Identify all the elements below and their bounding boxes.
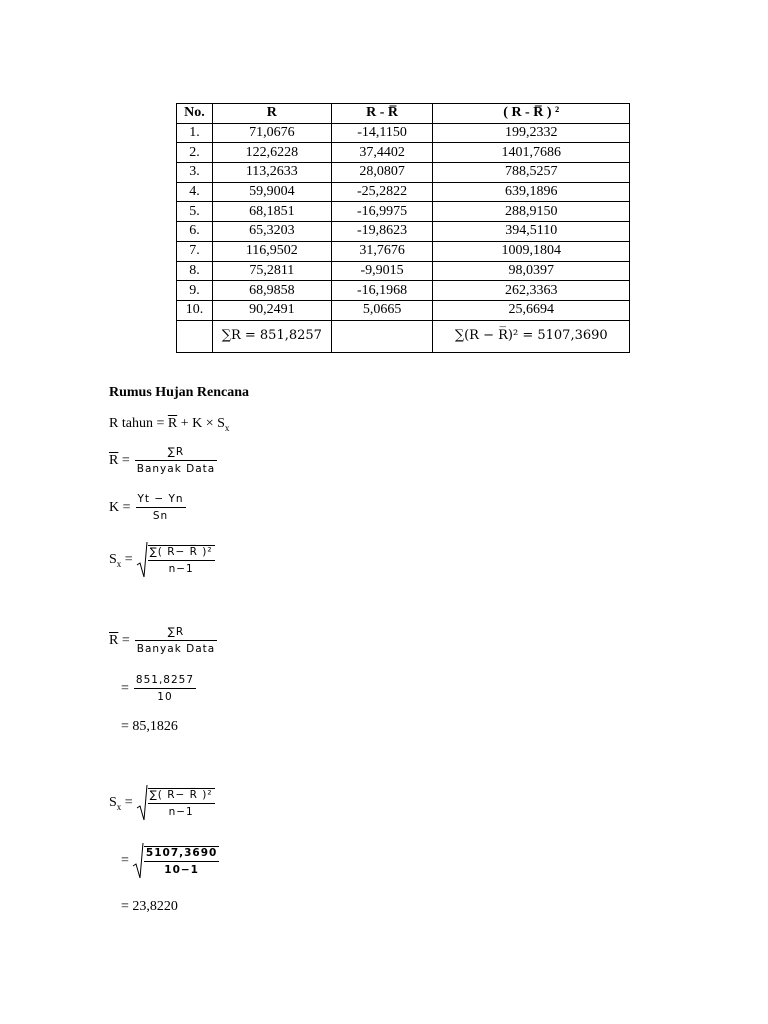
squared-deviation-cell: 98,0397: [433, 261, 630, 281]
deviation-cell: -9,9015: [331, 261, 433, 281]
rbar-calc-denominator: Banyak Data: [136, 643, 216, 655]
r-value-cell: 113,2633: [212, 163, 331, 183]
rbar-symbol: $\overline{R}$: [109, 633, 119, 648]
k-label: K =: [109, 500, 131, 515]
sx-step-numerator: 5107,3690: [144, 847, 219, 862]
row-number-cell: 2.: [177, 143, 213, 163]
squared-deviation-cell: 1009,1804: [433, 241, 630, 261]
squared-deviation-cell: 1401,7686: [433, 143, 630, 163]
rbar-step-denominator: 10: [157, 691, 173, 703]
squared-deviation-cell: 394,5110: [433, 222, 630, 242]
deviation-cell: -14,1150: [331, 123, 433, 143]
sx-calc-denominator: n−1: [168, 805, 194, 818]
squared-deviation-cell: 25,6694: [433, 300, 630, 320]
equals-sign: =: [121, 853, 129, 868]
header-no: No.: [177, 104, 213, 124]
r-value-cell: 90,2491: [212, 300, 331, 320]
r-value-cell: 71,0676: [212, 123, 331, 143]
sx-label: S: [109, 551, 117, 567]
sx-calc: [109, 784, 215, 822]
r-value-cell: 59,9004: [212, 182, 331, 202]
section-heading: Rumus Hujan Rencana: [109, 385, 250, 400]
row-number-cell: 9.: [177, 281, 213, 301]
radical-sign-icon: [136, 784, 148, 822]
sum-r-cell: ∑R = 851,8257: [212, 320, 331, 352]
radical-sign-icon: [136, 541, 148, 579]
rbar-step-fraction: [134, 674, 196, 704]
rainfall-table: [176, 103, 630, 353]
table-row: [177, 182, 630, 202]
k-numerator: Yt − Yn: [136, 493, 186, 508]
row-number-cell: 4.: [177, 182, 213, 202]
sx-label: S: [109, 794, 117, 810]
table-row: [177, 222, 630, 242]
sx-sub: x: [116, 558, 122, 569]
rbar-denominator: Banyak Data: [136, 463, 216, 475]
squared-deviation-cell: 639,1896: [433, 182, 630, 202]
deviation-cell: 31,7676: [331, 241, 433, 261]
equals-sign: =: [121, 681, 129, 696]
main-formula: [109, 416, 229, 433]
sum-empty-cell: [177, 320, 213, 352]
sx-denominator: n−1: [168, 562, 194, 575]
table-row: [177, 163, 630, 183]
rbar-fraction: [135, 446, 217, 476]
deviation-cell: 37,4402: [331, 143, 433, 163]
rbar-calc: [109, 626, 217, 656]
squared-deviation-cell: 262,3363: [433, 281, 630, 301]
table-row: [177, 143, 630, 163]
sx-calc-numerator: ∑( R− R̅ )²: [148, 789, 215, 804]
sx-step-denominator: 10−1: [164, 863, 199, 876]
r-value-cell: 65,3203: [212, 222, 331, 242]
r-value-cell: 75,2811: [212, 261, 331, 281]
sx-numerator: ∑( R− R̅ )²: [148, 546, 215, 561]
deviation-cell: 5,0665: [331, 300, 433, 320]
rbar-calc-step: [121, 674, 196, 704]
r-value-cell: 68,9858: [212, 281, 331, 301]
sx-fraction: [148, 545, 215, 576]
deviation-cell: -16,1968: [331, 281, 433, 301]
main-formula-rbar: $\overline{R}$: [167, 416, 178, 431]
table-row: [177, 241, 630, 261]
equals-sign: =: [121, 453, 130, 468]
sum-squared-cell: ∑(R − R̅)² = 5107,3690: [433, 320, 630, 352]
k-denominator: Sn: [152, 510, 169, 522]
r-value-cell: 116,9502: [212, 241, 331, 261]
sx-step-fraction: [144, 846, 219, 877]
main-formula-left: R tahun =: [109, 416, 168, 431]
row-number-cell: 7.: [177, 241, 213, 261]
sx-calc-fraction: [148, 788, 215, 819]
squared-deviation-cell: 199,2332: [433, 123, 630, 143]
row-number-cell: 10.: [177, 300, 213, 320]
table-row: [177, 300, 630, 320]
rbar-calc-fraction: [135, 626, 217, 656]
equals-sign: =: [124, 794, 133, 810]
row-number-cell: 5.: [177, 202, 213, 222]
deviation-cell: 28,0807: [331, 163, 433, 183]
r-value-cell: 122,6228: [212, 143, 331, 163]
deviation-cell: -19,8623: [331, 222, 433, 242]
header-r: R: [212, 104, 331, 124]
rbar-symbol: $\overline{R}$: [109, 453, 119, 468]
r-value-cell: 68,1851: [212, 202, 331, 222]
row-number-cell: 1.: [177, 123, 213, 143]
rbar-calc-numerator: ∑R: [135, 626, 217, 641]
row-number-cell: 3.: [177, 163, 213, 183]
k-fraction: [136, 493, 186, 523]
equals-sign: =: [124, 551, 133, 567]
rbar-result: = 85,1826: [121, 719, 178, 734]
header-r-minus-rbar: R - R̅: [331, 104, 433, 124]
row-number-cell: 8.: [177, 261, 213, 281]
squared-deviation-cell: 288,9150: [433, 202, 630, 222]
deviation-cell: -16,9975: [331, 202, 433, 222]
row-number-cell: 6.: [177, 222, 213, 242]
sum-empty-cell: [331, 320, 433, 352]
k-definition: [109, 493, 186, 523]
sx-calc-step: [121, 842, 219, 880]
table-row: [177, 123, 630, 143]
table-header-row: [177, 104, 630, 124]
table-row: [177, 261, 630, 281]
sx-result: = 23,8220: [121, 899, 178, 914]
main-formula-sub: x: [224, 422, 230, 433]
rbar-step-numerator: 851,8257: [134, 674, 196, 689]
squared-deviation-cell: 788,5257: [433, 163, 630, 183]
table-sum-row: [177, 320, 630, 352]
sx-definition: [109, 541, 215, 579]
deviation-cell: -25,2822: [331, 182, 433, 202]
header-squared-deviation: ( R - R̅ ) ²: [433, 104, 630, 124]
table-row: [177, 281, 630, 301]
radical-sign-icon: [132, 842, 144, 880]
equals-sign: =: [121, 633, 130, 648]
rbar-numerator: ∑R: [135, 446, 217, 461]
rbar-definition: [109, 446, 217, 476]
main-formula-right: + K × S: [177, 416, 225, 431]
sx-sub: x: [116, 801, 122, 812]
table-row: [177, 202, 630, 222]
